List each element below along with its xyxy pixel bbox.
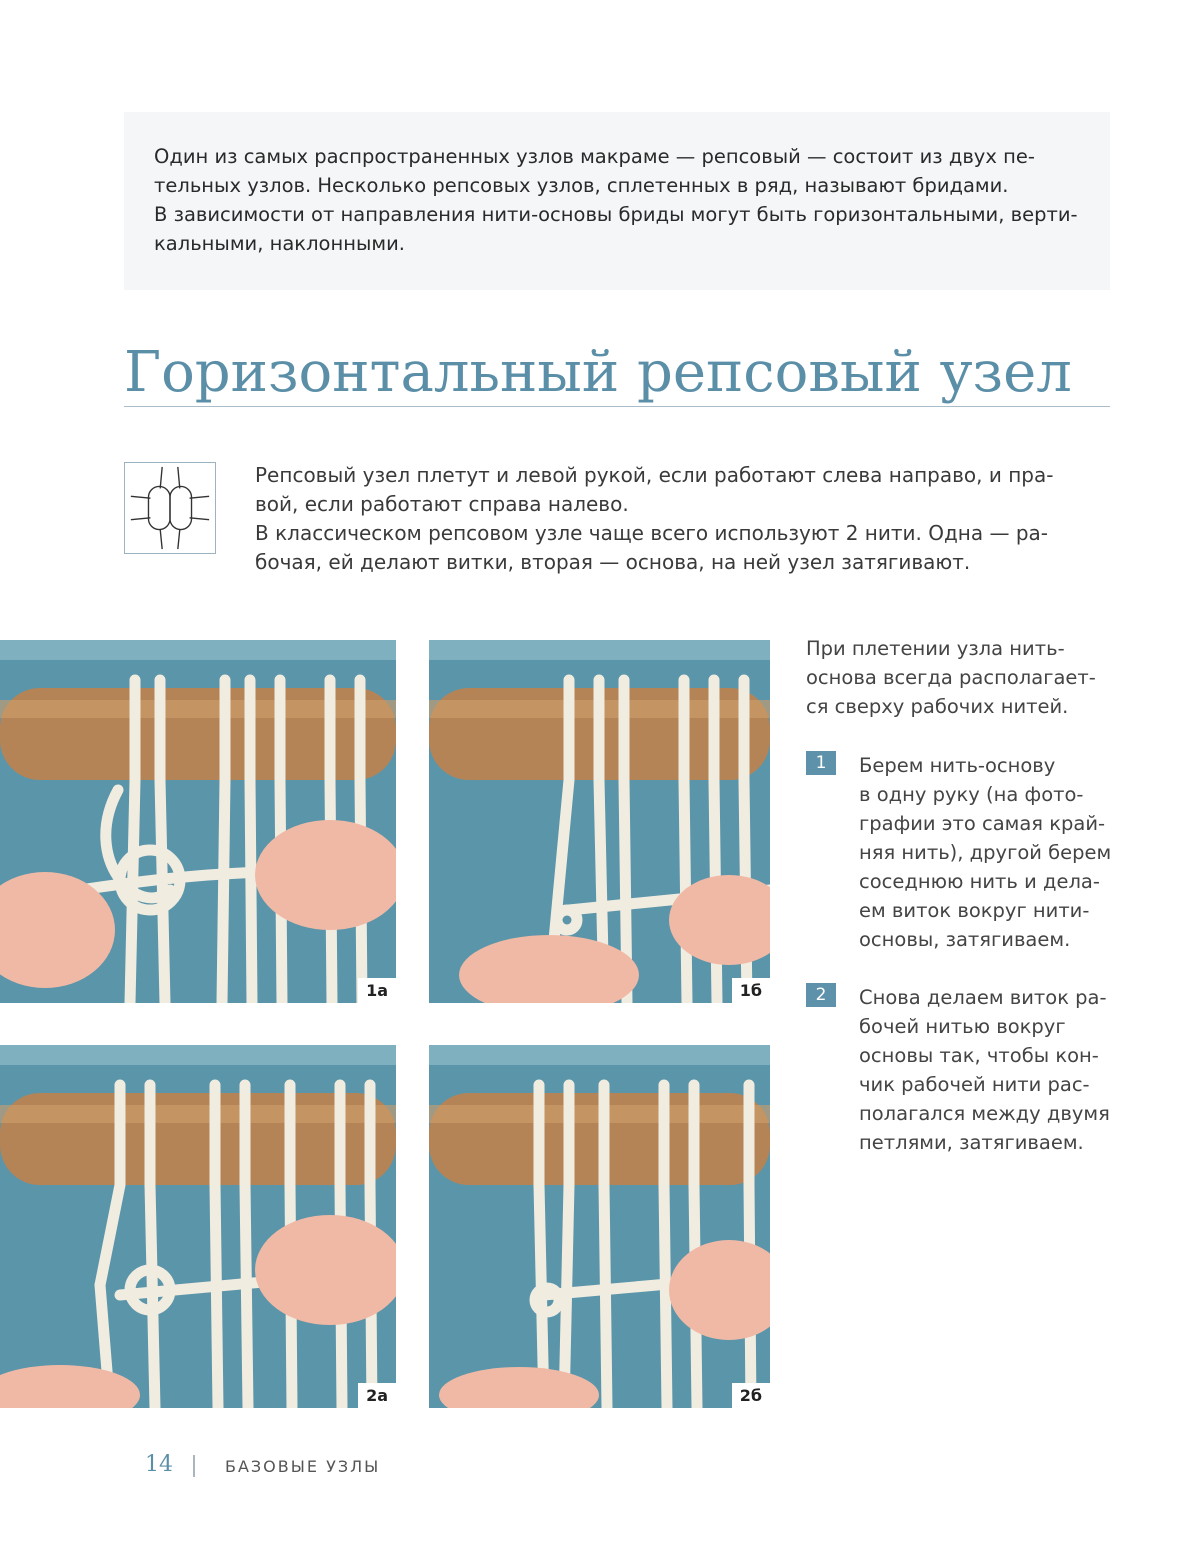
- knot-description-line: В классическом репсовом узле чаще всего используют 2 нити. Одна — ра-: [255, 521, 1049, 545]
- knot-description-line: бочая, ей делают витки, вторая — основа, на ней узел затягивают.: [255, 550, 971, 574]
- footer-divider: [193, 1455, 195, 1477]
- running-head: БАЗОВЫЕ УЗЛЫ: [225, 1457, 381, 1476]
- intro-box: [124, 112, 1110, 290]
- intro-line: Один из самых распространенных узлов макраме — репсовый — состоит из двух пе-: [154, 145, 1035, 168]
- step-line: няя нить), другой берем: [859, 841, 1112, 864]
- photo-label: 1а: [358, 978, 396, 1003]
- intro-line: тельных узлов. Несколько репсовых узлов, сплетенных в ряд, называют бридами.: [154, 174, 1009, 197]
- step-line: ем виток вокруг нити-: [859, 899, 1090, 922]
- step-line: полагался между двумя: [859, 1102, 1110, 1125]
- step-line: Снова делаем виток ра-: [859, 986, 1107, 1009]
- intro-line: В зависимости от направления нити-основы бриды могут быть горизонтальными, верти-: [154, 203, 1078, 226]
- photo-label: 2а: [358, 1383, 396, 1408]
- step-number-badge: 1: [806, 751, 836, 775]
- page-number: 14: [145, 1452, 173, 1477]
- step-line: соседнюю нить и дела-: [859, 870, 1100, 893]
- step-line: петлями, затягиваем.: [859, 1131, 1084, 1154]
- knot-description-line: вой, если работают справа налево.: [255, 492, 629, 516]
- photo-step-2a: [0, 1045, 396, 1408]
- section-title: Горизонтальный репсовый узел: [124, 340, 1072, 405]
- photo-step-2b: [429, 1045, 770, 1408]
- photo-step-1a: [0, 640, 396, 1003]
- step-line: основы, затягиваем.: [859, 928, 1071, 951]
- knot-description-line: Репсовый узел плетут и левой рукой, если работают слева направо, и пра-: [255, 463, 1054, 487]
- photo-step-1b: [429, 640, 770, 1003]
- step-line: графии это самая край-: [859, 812, 1106, 835]
- step-line: чик рабочей нити рас-: [859, 1073, 1090, 1096]
- note-line: основа всегда располагает-: [806, 666, 1096, 689]
- title-rule: [124, 406, 1110, 407]
- step-line: Берем нить-основу: [859, 754, 1056, 777]
- step-line: основы так, чтобы кон-: [859, 1044, 1099, 1067]
- photo-label: 1б: [732, 978, 770, 1003]
- intro-line: кальными, наклонными.: [154, 232, 405, 255]
- note-line: При плетении узла нить-: [806, 637, 1065, 660]
- note-line: ся сверху рабочих нитей.: [806, 695, 1069, 718]
- step-line: в одну руку (на фото-: [859, 783, 1084, 806]
- step-number-badge: 2: [806, 983, 836, 1007]
- photo-label: 2б: [732, 1383, 770, 1408]
- knot-diagram-icon: [124, 462, 216, 554]
- step-line: бочей нитью вокруг: [859, 1015, 1066, 1038]
